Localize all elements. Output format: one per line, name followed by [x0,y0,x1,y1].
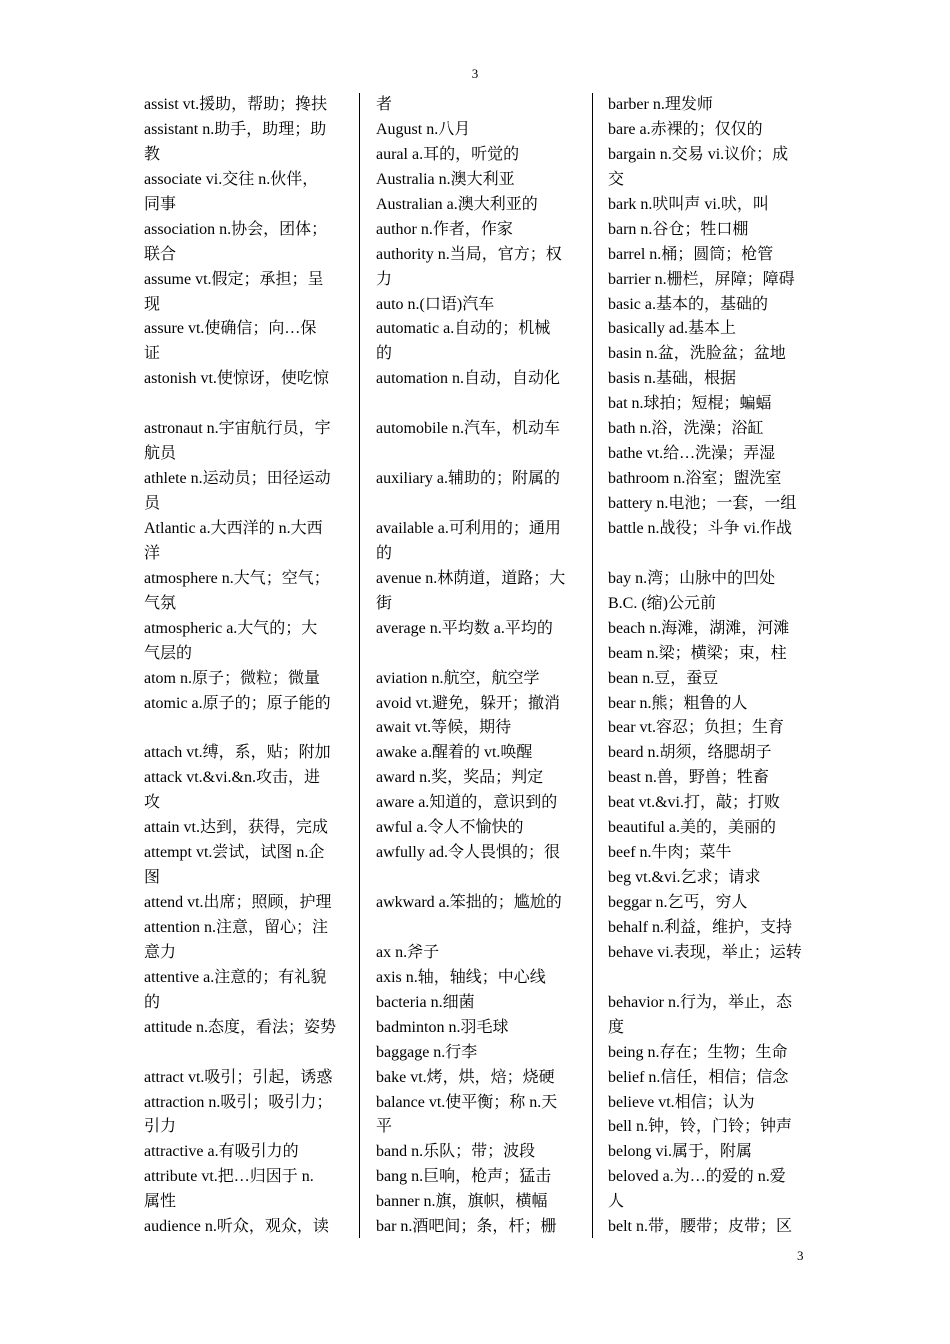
entry-line: bare a.赤裸的；仅仅的 [608,120,763,138]
entry-line: attractive a.有吸引力的 [144,1143,299,1161]
entry-line: bay n.湾；山脉中的凹处 [608,569,776,587]
entry-line [608,542,808,567]
entry-line: bell n.钟，铃，门铃；钟声 [608,1118,792,1136]
entry-line: attract vt.吸引；引起，诱惑 [144,1068,333,1086]
entry-line: atom n.原子；微粒；微量 [144,669,320,687]
entry-line: basin n.盆，洗脸盆；盆地 [608,345,786,363]
entry-line: August n.八月 [376,120,471,138]
entry-line: attribute vt.把…归因于 n. [144,1168,314,1186]
entry-line: assume vt.假定；承担；呈 [144,270,324,288]
entry-line: 航员 [144,445,177,463]
entry-line: 交 [608,170,625,188]
entry-line: 人 [608,1193,625,1211]
entry-line: basically ad.基本上 [608,320,736,338]
entry-line: Atlantic a.大西洋的 n.大西 [144,519,323,537]
vocabulary-column-3 [608,93,808,1240]
entry-line: bacteria n.细菌 [376,993,475,1011]
entry-line: 图 [144,869,161,887]
entry-line: available a.可利用的；通用 [376,519,561,537]
entry-line: audience n.听众，观众，读 [144,1218,329,1236]
entry-line: average n.平均数 a.平均的 [376,619,553,637]
entry-line: barn n.谷仓；牲口棚 [608,220,749,238]
entry-line: 意力 [144,943,177,961]
entry-line: 的 [376,544,393,562]
entry-line: 的 [144,993,161,1011]
entry-line: barrel n.桶；圆筒；枪管 [608,245,774,263]
entry-line: attraction n.吸引；吸引力； [144,1093,333,1111]
entry-line: 证 [144,345,161,363]
vocabulary-column-1 [144,93,344,1240]
entry-line [144,392,344,417]
entry-line: bean n.豆，蚕豆 [608,669,719,687]
entry-line: attentive a.注意的；有礼貌 [144,968,327,986]
entry-line: award n.奖，奖品；判定 [376,769,544,787]
entry-line: assist vt.援助，帮助；搀扶 [144,96,328,113]
entry-line: assistant n.助手，助理；助 [144,120,327,138]
entry-line: Australian a.澳大利亚的 [376,195,538,213]
entry-line: bear n.熊；粗鲁的人 [608,694,748,712]
entry-line: Australia n.澳大利亚 [376,170,515,188]
entry-line: 气层的 [144,644,193,662]
entry-line: banner n.旗，旗帜，横幅 [376,1193,548,1211]
entry-line: beef n.牛肉；菜牛 [608,844,732,862]
entry-line: beat vt.&vi.打，敲；打败 [608,794,780,812]
entry-line [144,716,344,741]
entry-line: belief n.信任，相信；信念 [608,1068,789,1086]
entry-line: being n.存在；生物；生命 [608,1043,788,1061]
entry-line [376,866,576,891]
entry-line: bang n.巨响，枪声；猛击 [376,1168,552,1186]
entry-line: 力 [376,270,393,288]
column-divider-right [592,93,593,1238]
entry-line: astronaut n.宇宙航行员，宇 [144,420,331,438]
entry-line [376,392,576,417]
entry-line: 员 [144,495,161,512]
entry-line: association n.协会，团体； [144,220,328,238]
entry-line: avenue n.林荫道，道路；大 [376,569,566,587]
entry-line: awkward a.笨拙的；尴尬的 [376,894,562,911]
entry-line: beloved a.为…的爱的 n.爱 [608,1168,786,1186]
entry-line: atmosphere n.大气；空气； [144,569,330,587]
entry-line: belt n.带，腰带；皮带；区 [608,1218,792,1236]
entry-line: beach n.海滩，湖滩，河滩 [608,619,790,637]
column-divider-left [359,93,360,1238]
entry-line: atomic a.原子的；原子能的 [144,694,331,712]
entry-line: baggage n.行李 [376,1043,478,1061]
entry-line: attack vt.&vi.&n.攻击，进 [144,769,320,787]
entry-line: 平 [376,1118,393,1136]
entry-line: bargain n.交易 vi.议价；成 [608,145,789,163]
entry-line: awake a.醒着的 vt.唤醒 [376,744,533,762]
entry-line: barber n.理发师 [608,96,713,113]
entry-line: beast n.兽，野兽；牲畜 [608,769,769,787]
entry-line: attempt vt.尝试，试图 n.企 [144,844,325,862]
entry-line: band n.乐队；带；波段 [376,1143,536,1161]
entry-line: bear vt.容忍；负担；生育 [608,719,784,737]
entry-line: aware a.知道的，意识到的 [376,794,558,812]
entry-line: authority n.当局，官方；权 [376,245,562,263]
entry-line: avoid vt.避免，躲开；撤消 [376,694,560,712]
entry-line: 气氛 [144,594,177,612]
entry-line: bake vt.烤，烘，焙；烧硬 [376,1068,555,1086]
vocabulary-column-2 [376,93,576,1240]
entry-line [376,442,576,467]
entry-line: aviation n.航空，航空学 [376,669,540,687]
entry-line [376,492,576,517]
entry-line: beg vt.&vi.乞求；请求 [608,869,761,887]
entry-line: awfully ad.令人畏惧的；很 [376,844,560,862]
entry-line: assure vt.使确信；向…保 [144,320,317,338]
entry-line: awful a.令人不愉快的 [376,819,524,837]
entry-line: auto n.(口语)汽车 [376,295,495,313]
entry-line: basic a.基本的，基础的 [608,295,768,313]
entry-line: 洋 [144,544,161,562]
entry-line: auxiliary a.辅助的；附属的 [376,470,560,488]
entry-line: associate vi.交往 n.伙伴， [144,170,319,188]
entry-line: athlete n.运动员；田径运动 [144,470,331,488]
entry-line: await vt.等候，期待 [376,719,512,737]
entry-line: badminton n.羽毛球 [376,1018,509,1036]
entry-line: balance vt.使平衡；称 n.天 [376,1093,558,1111]
entry-line: behave vi.表现，举止；运转 [608,943,802,961]
entry-line: battery n.电池；一套，一组 [608,495,797,512]
entry-line: barrier n.栅栏，屏障；障碍 [608,270,795,288]
page-number-bottom: 3 [797,1248,804,1263]
entry-line: 属性 [144,1193,177,1211]
entry-line: automatic a.自动的；机械 [376,320,551,338]
entry-line: bat n.球拍；短棍；蝙蝠 [608,395,772,413]
entry-line: 教 [144,145,161,163]
entry-line: attention n.注意，留心；注 [144,918,328,936]
entry-line: bathe vt.给…洗澡；弄湿 [608,445,776,463]
entry-line: 引力 [144,1118,177,1136]
entry-line: attain vt.达到，获得，完成 [144,819,328,837]
entry-line: beard n.胡须，络腮胡子 [608,744,772,762]
entry-line: axis n.轴，轴线；中心线 [376,968,546,986]
entry-line: 攻 [144,794,161,812]
entry-line: behavior n.行为，举止，态 [608,993,792,1011]
entry-line: attitude n.态度，看法；姿势 [144,1018,336,1036]
entry-line: bark n.吠叫声 vi.吠，叫 [608,195,769,213]
entry-line: battle n.战役；斗争 vi.作战 [608,519,792,537]
entry-line: astonish vt.使惊讶，使吃惊 [144,370,329,388]
entry-line: attach vt.缚，系，贴；附加 [144,744,331,762]
entry-line [376,642,576,667]
entry-line: attend vt.出席；照顾，护理 [144,894,332,911]
entry-line: atmospheric a.大气的；大 [144,619,318,637]
entry-line: bath n.浴，洗澡；浴缸 [608,420,764,438]
entry-line: belong vi.属于，附属 [608,1143,752,1161]
entry-line [144,1041,344,1066]
entry-line: 现 [144,295,161,313]
entry-line: ax n.斧子 [376,943,440,961]
entry-line: believe vt.相信；认为 [608,1093,755,1111]
page-number-top: 3 [471,66,479,81]
entry-line: beggar n.乞丐，穷人 [608,894,748,911]
entry-line: beautiful a.美的，美丽的 [608,819,776,837]
entry-line: 的 [376,345,393,363]
entry-line: beam n.梁；横梁；束，柱 [608,644,787,662]
entry-line [608,966,808,991]
entry-line: automobile n.汽车，机动车 [376,420,560,438]
entry-line: automation n.自动，自动化 [376,370,560,388]
entry-line: 者 [376,96,393,113]
entry-line: B.C. (缩)公元前 [608,594,717,612]
entry-line: author n.作者，作家 [376,220,513,238]
entry-line [376,916,576,941]
entry-line: behalf n.利益，维护，支持 [608,918,792,936]
entry-line: 同事 [144,195,177,213]
entry-line: bar n.酒吧间；条，杆；栅 [376,1218,557,1236]
entry-line: 度 [608,1018,625,1036]
entry-line: 联合 [144,245,177,263]
entry-line: aural a.耳的，听觉的 [376,145,520,163]
entry-line: bathroom n.浴室；盥洗室 [608,470,782,488]
entry-line: basis n.基础，根据 [608,370,737,388]
entry-line: 街 [376,594,393,612]
